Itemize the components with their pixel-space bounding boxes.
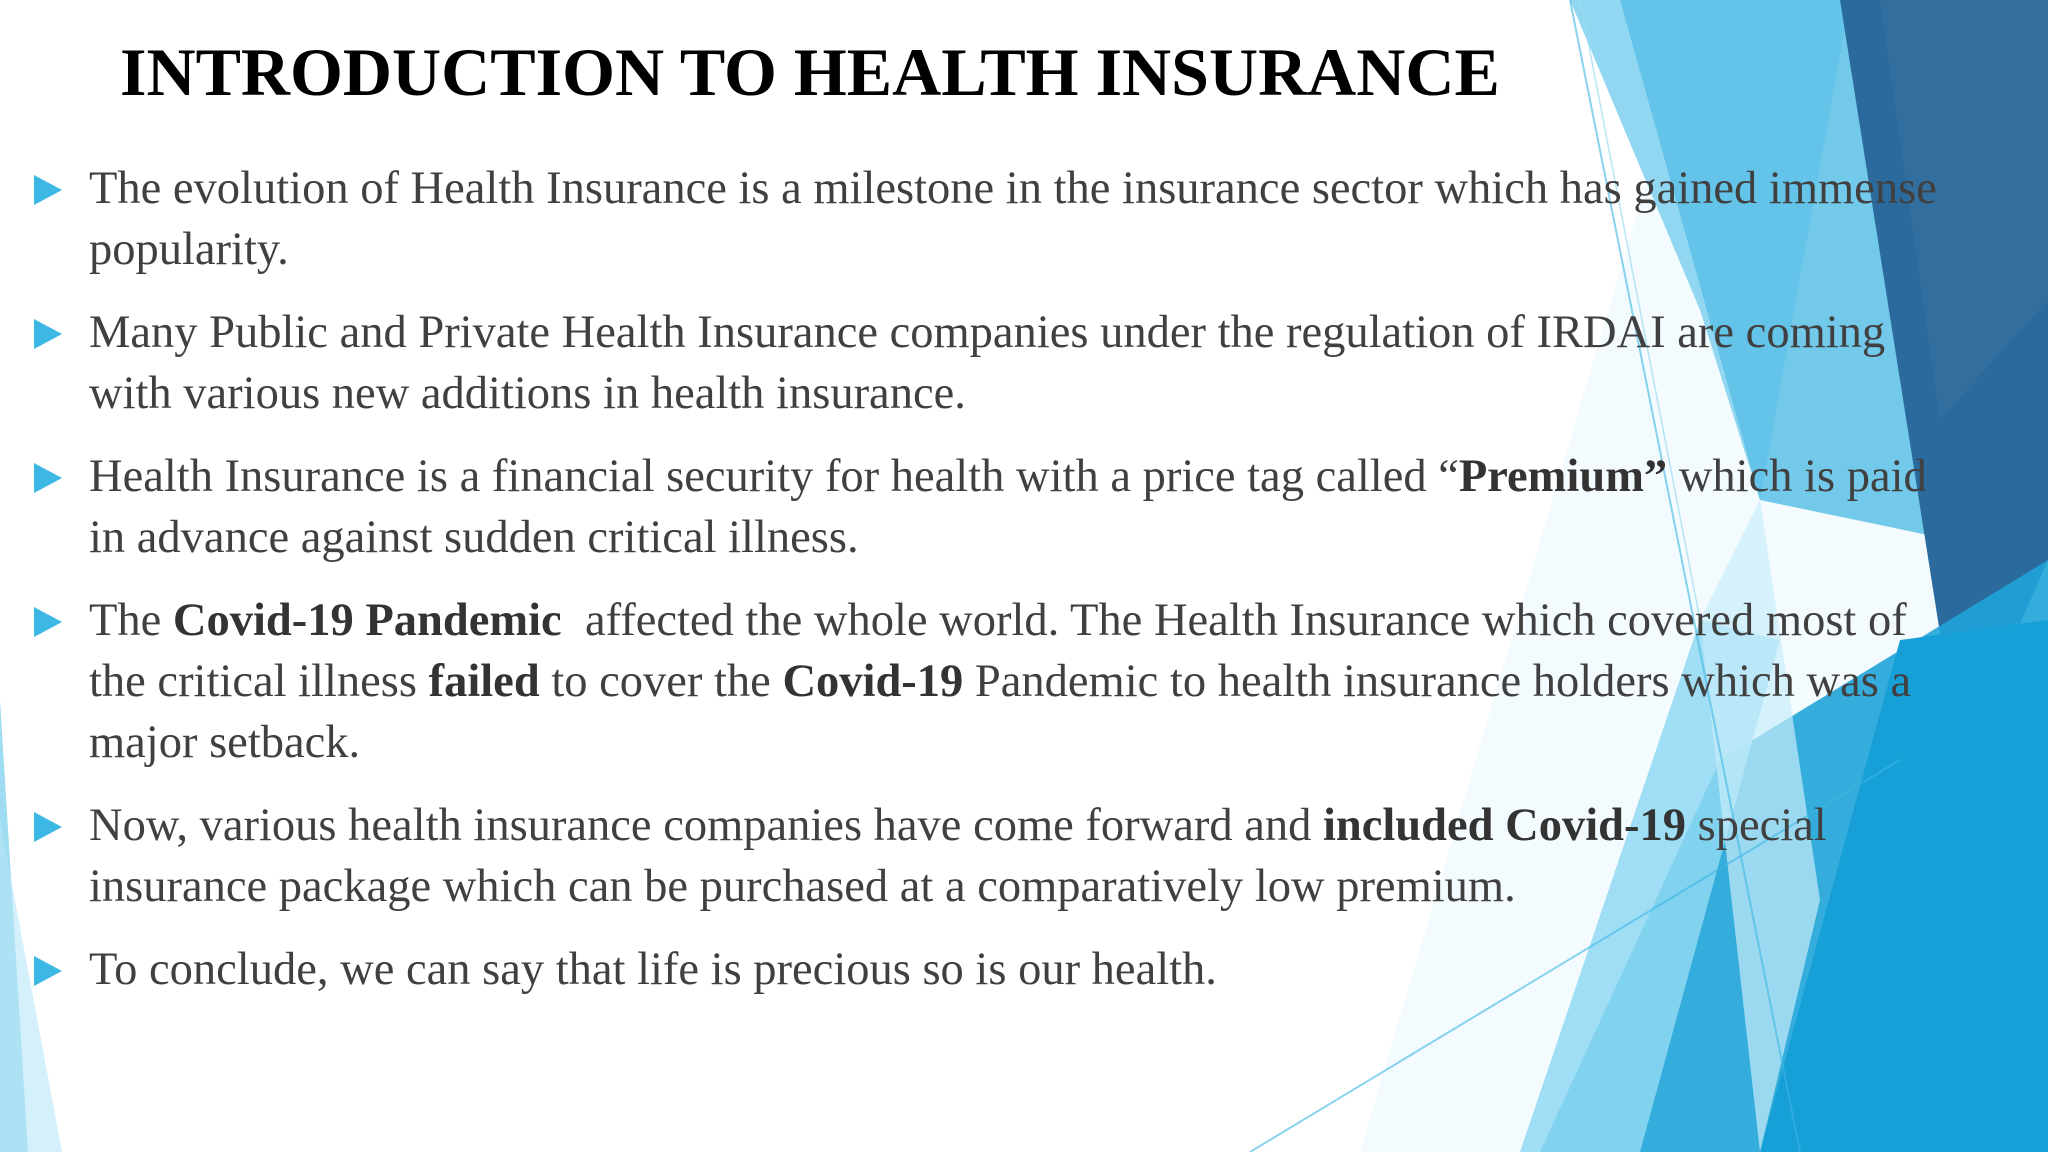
bullet-text-segment: Pandemic to health insurance holders which was a major setback. xyxy=(89,656,1912,768)
bullet-item xyxy=(0,795,1960,917)
bullet-text-segment: Many Public and Private Health Insurance companies under the regulation of IRDAI are coming with various new additions in health insurance. xyxy=(89,307,1886,419)
bullet-item xyxy=(0,302,1960,424)
bullet-item xyxy=(0,590,1960,773)
bullet-item xyxy=(0,939,1960,1000)
right-triangle-icon xyxy=(34,319,62,349)
bullet-text-bold-segment: Covid-19 xyxy=(782,656,964,707)
bullet-text-segment: Now, various health insurance companies have come forward and xyxy=(89,800,1323,851)
bullet-text-segment: which is paid in advance against sudden critical illness. xyxy=(89,451,1927,563)
right-triangle-icon xyxy=(34,607,62,637)
bullet-text-segment: to cover the xyxy=(539,656,783,707)
bullet-text-segment: The evolution of Health Insurance is a milestone in the insurance sector which has gained immense popularity. xyxy=(89,163,1937,275)
bullet-text-segment: affected the whole world. The Health Insurance which covered most of the critical illness xyxy=(89,595,1919,707)
right-triangle-icon xyxy=(34,463,62,493)
right-triangle-icon xyxy=(34,812,62,842)
bullet-text-bold-segment: failed xyxy=(428,656,540,707)
bullet-text-bold-segment: Covid-19 Pandemic xyxy=(172,595,562,646)
bullet-text-bold-segment: included Covid-19 xyxy=(1322,800,1686,851)
bullet-text-bold-segment: Premium” xyxy=(1458,451,1668,502)
bullet-text-segment: Health Insurance is a financial security for health with a price tag called “ xyxy=(89,451,1459,502)
right-triangle-icon xyxy=(34,175,62,205)
bullet-text-segment: The xyxy=(89,595,173,646)
bullet-item xyxy=(0,158,1960,280)
bullet-item xyxy=(0,446,1960,568)
bullet-text-segment: special insurance package which can be purchased at a comparatively low premium. xyxy=(89,800,1827,912)
right-triangle-icon xyxy=(34,956,62,986)
bullet-list xyxy=(0,158,1960,1000)
slide-title: INTRODUCTION TO HEALTH INSURANCE xyxy=(120,34,1500,110)
bullet-text-segment: To conclude, we can say that life is precious so is our health. xyxy=(89,944,1217,995)
